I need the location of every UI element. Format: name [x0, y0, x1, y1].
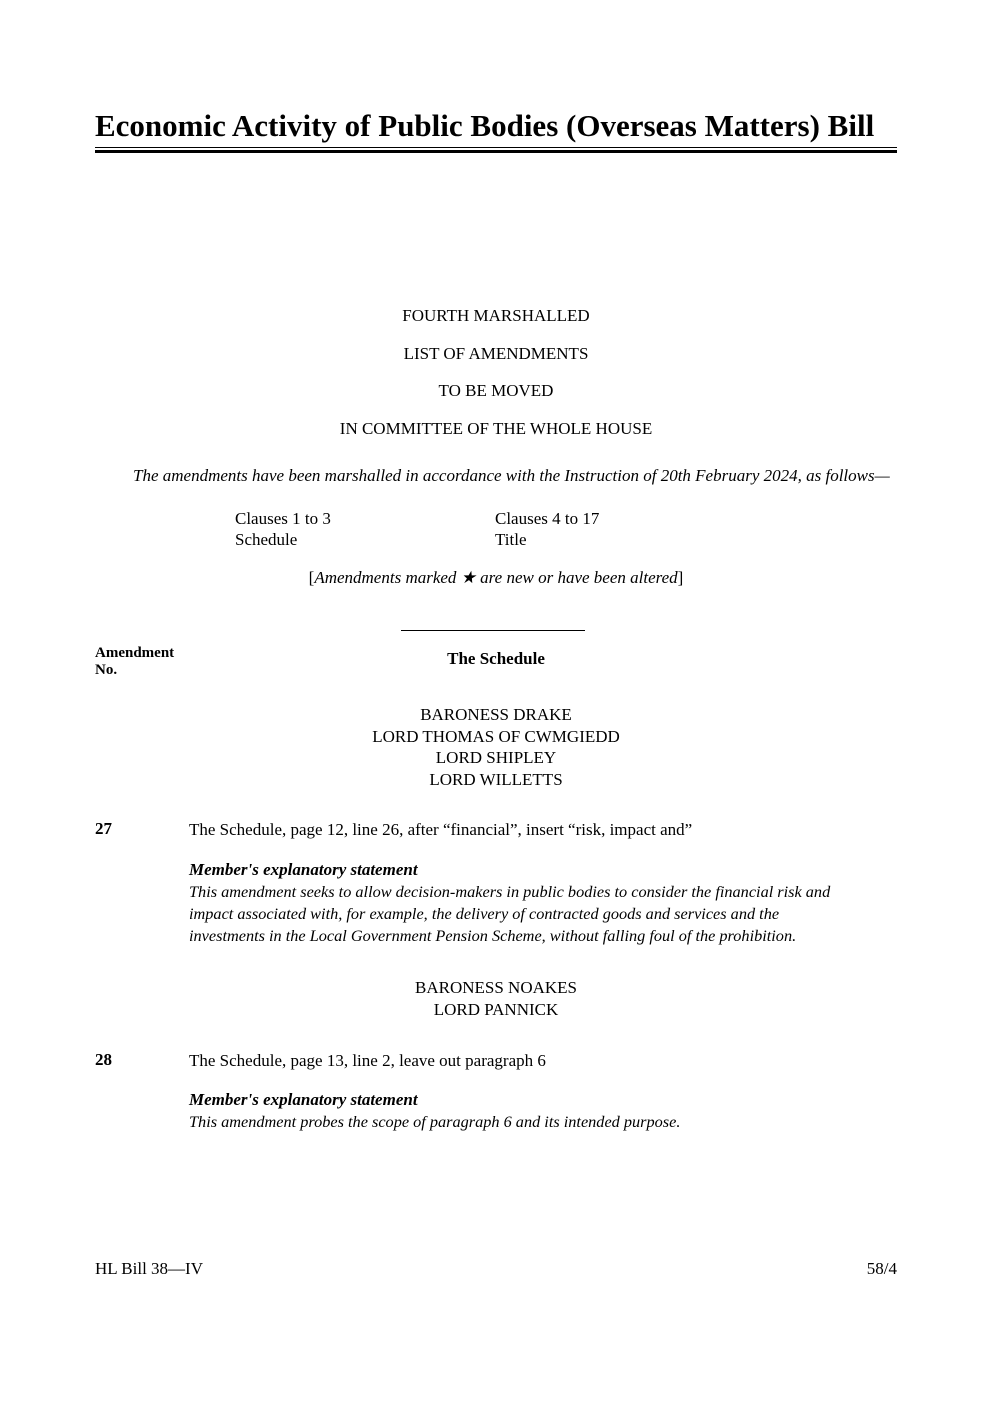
sponsor: BARONESS NOAKES — [415, 978, 577, 997]
clause-group: Clauses 4 to 17 — [495, 509, 600, 528]
section-divider — [401, 630, 585, 631]
amendment-text: The Schedule, page 13, line 2, leave out paragraph 6 — [189, 1051, 546, 1070]
clause-group: Clauses 1 to 3 — [235, 509, 331, 528]
sponsor: BARONESS DRAKE — [420, 705, 572, 724]
altered-note: [Amendments marked ★ are new or have been altered] — [308, 568, 684, 587]
sponsors — [95, 704, 897, 790]
sponsor: LORD WILLETTS — [429, 769, 563, 789]
sponsor: LORD SHIPLEY — [435, 748, 557, 767]
intro-text: The amendments have been marshalled in accordance with the Instruction of 20th February 2024, as follows— — [133, 466, 890, 485]
clause-group: Title — [495, 530, 527, 549]
statement-line: investments in the Local Government Pension Scheme, without falling foul of the prohibition. — [189, 926, 797, 945]
amendment-number: 27 — [95, 819, 112, 838]
statement-heading: Member's explanatory statement — [189, 860, 418, 879]
amendment-text: The Schedule, page 12, line 26, after “financial”, insert “risk, impact and” — [189, 820, 693, 839]
sponsor: LORD PANNICK — [433, 999, 559, 1019]
amendment-number: 28 — [95, 1050, 112, 1069]
section-title: The Schedule — [447, 649, 545, 668]
title-rule-thick — [95, 150, 897, 153]
statement-line: This amendment probes the scope of paragraph 6 and its intended purpose. — [189, 1112, 681, 1131]
list-heading — [95, 305, 897, 455]
explanatory-statement — [189, 859, 897, 947]
sponsor: LORD THOMAS OF CWMGIEDD — [372, 726, 620, 746]
heading-line: TO BE MOVED — [438, 381, 554, 400]
clause-group: Schedule — [235, 530, 298, 549]
explanatory-statement — [189, 1089, 897, 1133]
clauses-col-2 — [495, 508, 599, 550]
statement-line: This amendment seeks to allow decision-makers in public bodies to consider the financial risk and — [189, 882, 831, 901]
amendment-no-label: Amendment No. — [95, 645, 175, 678]
note-text: Amendments marked ★ are new or have been altered — [314, 568, 678, 587]
bill-title: Economic Activity of Public Bodies (Overseas Matters) Bill — [95, 108, 875, 143]
clauses-col-1 — [235, 508, 331, 550]
sponsors — [95, 977, 897, 1020]
statement-line: impact associated with, for example, the delivery of contracted goods and services and the — [189, 904, 780, 923]
marshalling-instruction — [95, 465, 897, 486]
statement-heading: Member's explanatory statement — [189, 1090, 418, 1109]
heading-line: IN COMMITTEE OF THE WHOLE HOUSE — [339, 418, 653, 438]
page-reference: 58/4 — [866, 1259, 897, 1278]
heading-line: FOURTH MARSHALLED — [402, 306, 590, 325]
bill-reference: HL Bill 38—IV — [95, 1259, 203, 1278]
title-rule-thin — [95, 147, 897, 148]
heading-line: LIST OF AMENDMENTS — [403, 343, 589, 363]
